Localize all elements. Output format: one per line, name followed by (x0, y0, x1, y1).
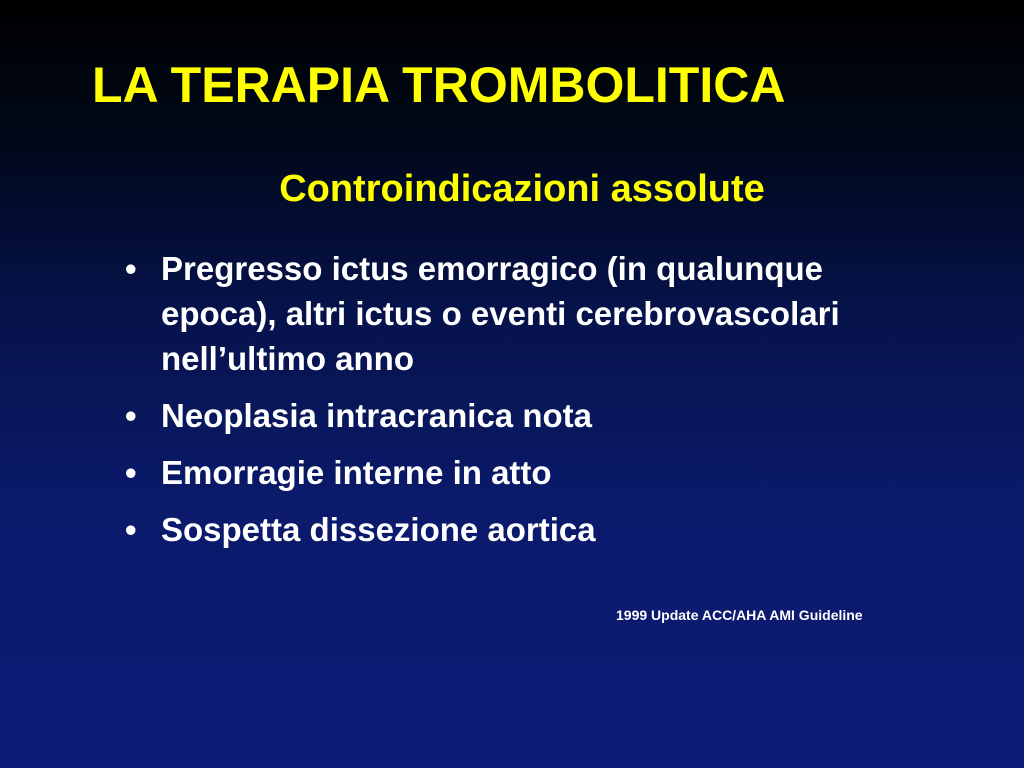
bullet-item (125, 246, 885, 381)
bullet-text: Neoplasia intracranica nota (161, 397, 592, 434)
source-footnote: 1999 Update ACC/AHA AMI Guideline (616, 607, 863, 623)
slide-subtitle (0, 168, 1024, 211)
bullet-dot-icon: • (125, 397, 137, 434)
bullet-dot-icon: • (125, 250, 137, 287)
slide-subtitle-text: Controindicazioni assolute (279, 168, 765, 210)
bullet-text: Sospetta dissezione aortica (161, 511, 596, 548)
bullet-item (125, 507, 885, 552)
slide-title: LA TERAPIA TROMBOLITICA (92, 57, 786, 113)
bullet-item (125, 393, 885, 438)
bullet-text: Pregresso ictus emorragico (in qualunque epoca), altri ictus o eventi cerebrovascolari nell’ultimo anno (161, 250, 840, 377)
bullet-dot-icon: • (125, 511, 137, 548)
bullet-item (125, 450, 885, 495)
bullet-list (125, 246, 885, 564)
bullet-text: Emorragie interne in atto (161, 454, 552, 491)
bullet-dot-icon: • (125, 454, 137, 491)
